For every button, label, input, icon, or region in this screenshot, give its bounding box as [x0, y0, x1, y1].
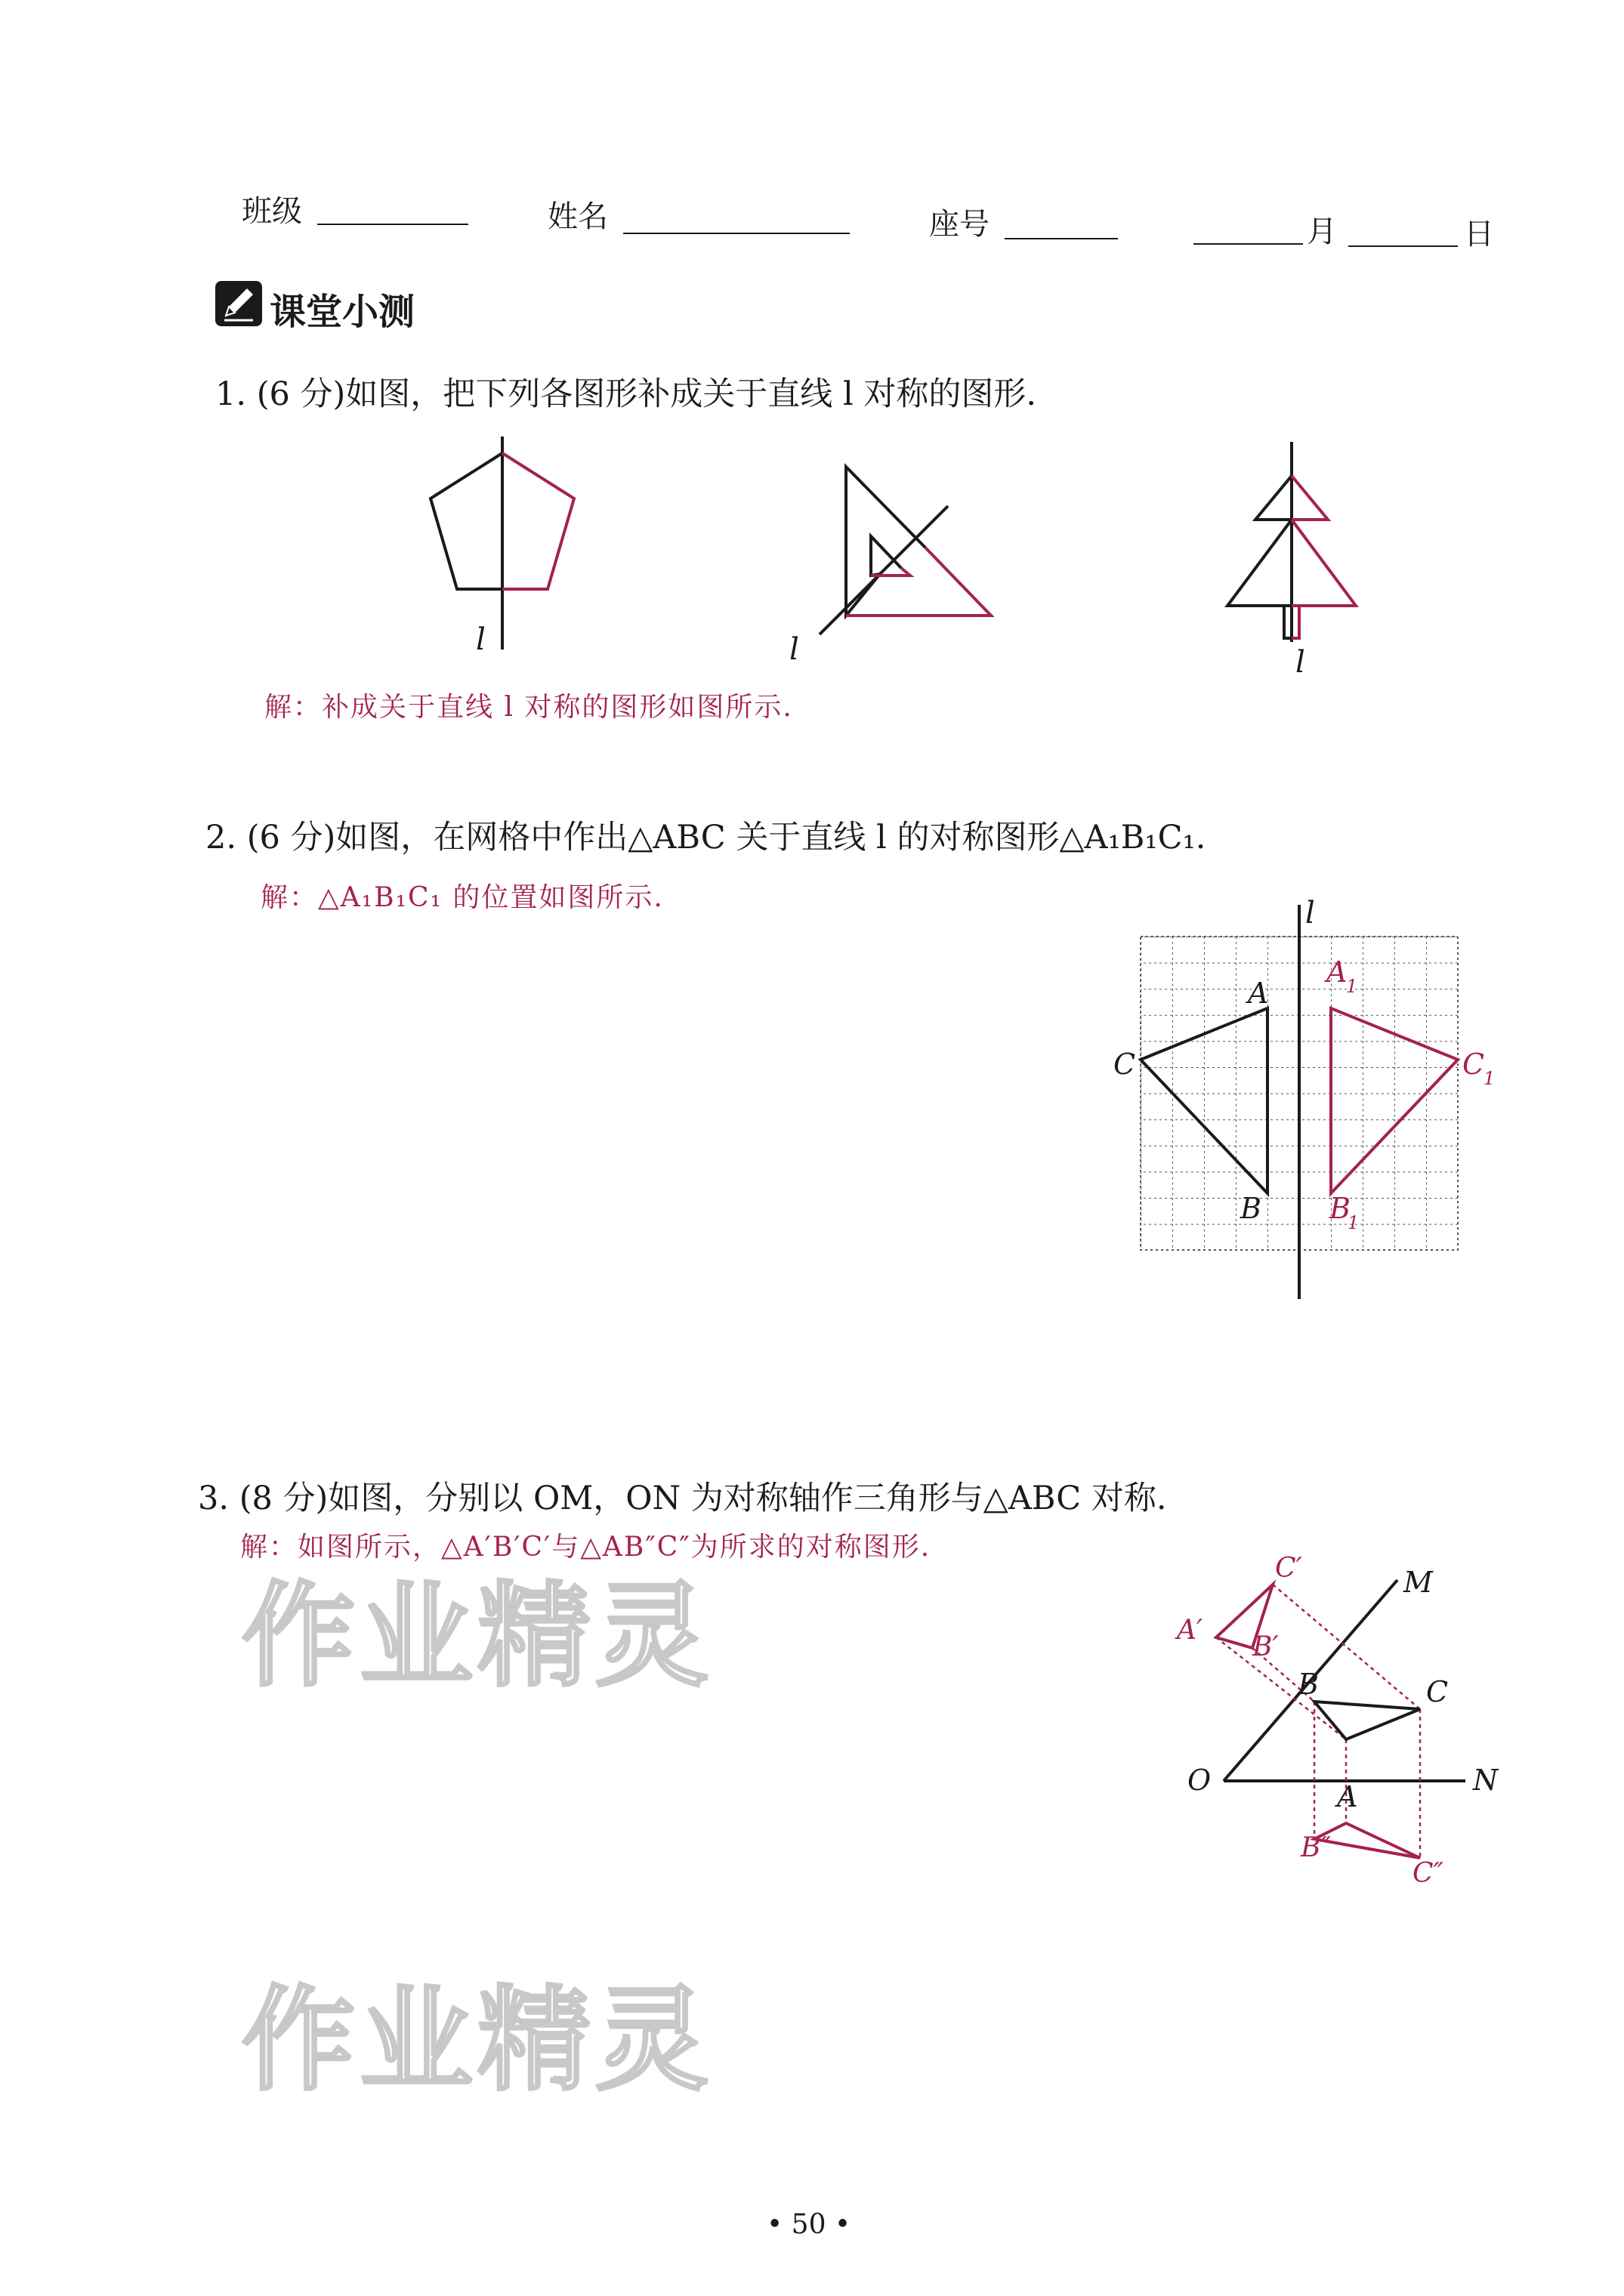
day-blank[interactable] — [1348, 245, 1458, 247]
q2-label-b: B — [1240, 1192, 1261, 1225]
seat-blank[interactable] — [1005, 238, 1118, 239]
class-label: 班级 — [242, 194, 302, 229]
q3-label-b: B — [1298, 1668, 1319, 1701]
day-label: 日 — [1464, 217, 1494, 252]
q2-label-c1-sub: 1 — [1484, 1068, 1496, 1089]
q2-label-c: C — [1113, 1048, 1136, 1081]
q3-label-b-dprime: B″ — [1301, 1832, 1331, 1863]
question-2-text: 2. (6 分)如图，在网格中作出△ABC 关于直线 l 的对称图形△A₁B₁C₁. — [205, 819, 1206, 856]
q3-label-c-dprime: C″ — [1413, 1858, 1443, 1889]
q3-label-c: C — [1426, 1675, 1449, 1708]
watermark-bottom: 作业精灵 — [242, 1975, 714, 2106]
q3-label-m: M — [1403, 1566, 1433, 1599]
q2-label-a: A — [1248, 977, 1269, 1010]
q1-figure-pentagon — [431, 437, 574, 650]
month-label: 月 — [1307, 214, 1337, 249]
q2-label-c1: C — [1462, 1048, 1485, 1081]
q1-line-label-2: l — [789, 632, 799, 667]
seat-label: 座号 — [929, 207, 990, 242]
q2-label-a1: A — [1326, 955, 1348, 989]
section-title: 课堂小测 — [270, 291, 415, 333]
page-number: • 50 • — [767, 2209, 851, 2240]
question-3-solution: 解：如图所示，△A′B′C′与△AB″C″为所求的对称图形. — [240, 1532, 931, 1563]
name-blank[interactable] — [623, 233, 850, 234]
pencil-icon — [215, 281, 265, 328]
q2-label-l: l — [1305, 896, 1315, 930]
q1-figures — [378, 423, 1511, 695]
q3-figure — [1163, 1541, 1541, 1888]
question-1-solution: 解：补成关于直线 l 对称的图形如图所示. — [264, 692, 793, 723]
q2-grid-figure — [1110, 891, 1496, 1299]
q1-line-label-1: l — [476, 622, 486, 657]
q1-figure-triangle — [820, 467, 991, 634]
question-3-text: 3. (8 分)如图，分别以 OM，ON 为对称轴作三角形与△ABC 对称. — [198, 1480, 1167, 1517]
q3-label-b-prime: B′ — [1252, 1631, 1279, 1662]
q3-label-a: A — [1337, 1780, 1358, 1813]
q3-triangle-abc — [1314, 1702, 1420, 1739]
q3-label-c-prime: C′ — [1275, 1553, 1302, 1584]
q2-label-b1-sub: 1 — [1348, 1212, 1360, 1233]
name-label: 姓名 — [548, 199, 608, 234]
q3-label-a-prime: A′ — [1177, 1615, 1203, 1646]
q3-label-o: O — [1187, 1764, 1212, 1797]
watermark-top: 作业精灵 — [242, 1571, 714, 1702]
question-2-solution: 解：△A₁B₁C₁ 的位置如图所示. — [261, 882, 664, 913]
q1-figure-tree — [1227, 442, 1356, 642]
q2-label-b1: B — [1329, 1192, 1351, 1225]
month-blank[interactable] — [1193, 243, 1303, 245]
class-blank[interactable] — [317, 224, 468, 225]
question-1-text: 1. (6 分)如图，把下列各图形补成关于直线 l 对称的图形. — [215, 375, 1037, 413]
q2-label-a1-sub: 1 — [1346, 976, 1358, 997]
q3-label-n: N — [1473, 1764, 1499, 1797]
q1-line-label-3: l — [1295, 645, 1305, 680]
